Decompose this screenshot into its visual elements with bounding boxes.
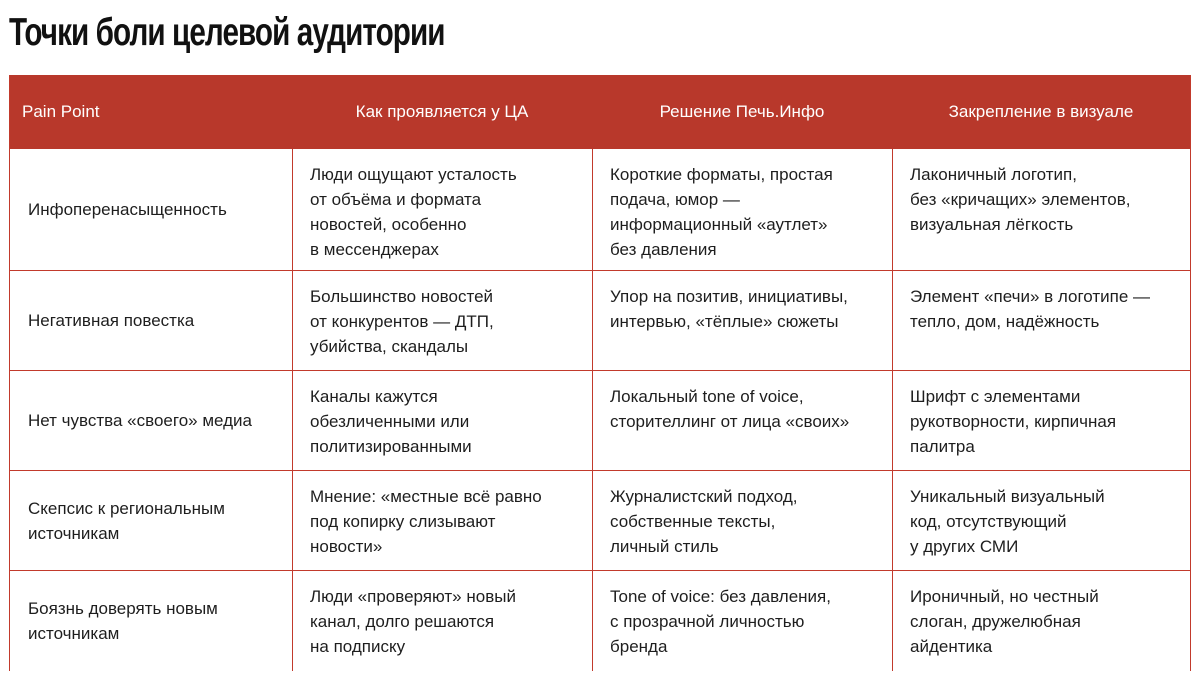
visual-cell xyxy=(892,271,1190,370)
solution-cell xyxy=(592,271,892,370)
table-row xyxy=(10,471,1190,571)
column-header-visual: Закрепление в визуале xyxy=(948,102,1134,121)
cell-text-line: на подписку xyxy=(310,637,406,656)
pain-points-table xyxy=(9,75,1191,671)
cell-text-line: айдентика xyxy=(910,637,993,656)
manifestation-cell xyxy=(292,471,592,570)
solution-cell xyxy=(592,371,892,470)
cell-text-line: Люди ощущают усталость xyxy=(310,165,517,184)
cell-text-line: без давления xyxy=(610,240,717,259)
visual-cell xyxy=(892,571,1190,671)
cell-text-line: тепло, дом, надёжность xyxy=(910,312,1100,331)
cell-text-line: убийства, скандалы xyxy=(310,337,469,356)
cell-text-line: слоган, дружелюбная xyxy=(910,612,1081,631)
cell-text-line: Мнение: «местные всё равно xyxy=(310,487,542,506)
cell-text-line: под копирку слизывают xyxy=(310,512,496,531)
cell-text-line: Боязнь доверять новым xyxy=(28,599,218,618)
cell-text-line: у других СМИ xyxy=(910,537,1019,556)
cell-text-line: код, отсутствующий xyxy=(910,512,1067,531)
pain-point-cell xyxy=(10,271,292,370)
table-header xyxy=(10,75,1190,149)
cell-text-line: Лаконичный логотип, xyxy=(910,165,1077,184)
cell-text-line: Элемент «печи» в логотипе — xyxy=(910,287,1151,306)
cell-text-line: Упор на позитив, инициативы, xyxy=(610,287,848,306)
table-row xyxy=(10,271,1190,371)
cell-text-line: Каналы кажутся xyxy=(310,387,438,406)
cell-text-line: Ироничный, но честный xyxy=(910,587,1099,606)
cell-text-line: в мессенджерах xyxy=(310,240,439,259)
cell-text-line: рукотворности, кирпичная xyxy=(910,412,1117,431)
cell-text-line: Большинство новостей xyxy=(310,287,494,306)
visual-cell xyxy=(892,149,1190,270)
cell-text-line: Люди «проверяют» новый xyxy=(310,587,516,606)
pain-point-cell xyxy=(10,571,292,671)
solution-cell xyxy=(592,571,892,671)
manifestation-cell xyxy=(292,571,592,671)
cell-text-line: Скепсис к региональным xyxy=(28,498,225,518)
cell-text-line: визуальная лёгкость xyxy=(910,215,1074,234)
table-row xyxy=(10,571,1190,671)
manifestation-cell xyxy=(292,371,592,470)
cell-text-line: подача, юмор — xyxy=(610,190,740,209)
cell-text-line: информационный «аутлет» xyxy=(610,215,828,234)
cell-text-line: от объёма и формата xyxy=(310,190,482,209)
cell-text-line: бренда xyxy=(610,637,668,656)
cell-text-line: новости» xyxy=(310,537,383,556)
table-row xyxy=(10,149,1190,271)
pain-point-cell xyxy=(10,471,292,570)
solution-cell xyxy=(592,471,892,570)
cell-text-line: Локальный tone of voice, xyxy=(610,387,804,406)
column-header-solution: Решение Печь.Инфо xyxy=(659,102,825,121)
cell-text-line: Инфоперенасыщенность xyxy=(28,200,227,219)
cell-text-line: Нет чувства «своего» медиа xyxy=(28,411,252,430)
cell-text-line: палитра xyxy=(910,437,975,456)
solution-cell xyxy=(592,149,892,270)
manifestation-cell xyxy=(292,149,592,270)
cell-text-line: источникам xyxy=(28,624,120,643)
cell-text-line: Короткие форматы, простая xyxy=(610,165,833,184)
cell-text-line: новостей, особенно xyxy=(310,215,467,234)
visual-cell xyxy=(892,371,1190,470)
cell-text-line: канал, долго решаются xyxy=(310,612,495,631)
cell-text-line: Шрифт с элементами xyxy=(910,387,1081,406)
cell-text-line: политизированными xyxy=(310,437,472,456)
cell-text-line: обезличенными или xyxy=(310,412,470,431)
manifestation-cell xyxy=(292,271,592,370)
cell-text-line: собственные тексты, xyxy=(610,512,776,531)
column-header-pain-point: Pain Point xyxy=(22,102,100,121)
cell-text-line: Негативная повестка xyxy=(28,311,195,330)
cell-text-line: Tone of voice: без давления, xyxy=(610,587,831,606)
table-row xyxy=(10,371,1190,471)
cell-text-line: с прозрачной личностью xyxy=(610,612,805,631)
cell-text-line: Журналистский подход, xyxy=(610,487,798,506)
visual-cell xyxy=(892,471,1190,570)
cell-text-line: без «кричащих» элементов, xyxy=(910,190,1131,209)
cell-text-line: Уникальный визуальный xyxy=(910,487,1105,506)
pain-point-cell xyxy=(10,371,292,470)
pain-point-cell xyxy=(10,149,292,270)
cell-text-line: сторителлинг от лица «своих» xyxy=(610,412,850,431)
cell-text-line: интервью, «тёплые» сюжеты xyxy=(610,312,839,331)
cell-text-line: от конкурентов — ДТП, xyxy=(310,312,494,331)
cell-text-line: источникам xyxy=(28,523,120,543)
page-title: Точки боли целевой аудитории xyxy=(9,11,445,54)
cell-text-line: личный стиль xyxy=(610,537,719,556)
column-header-manifestation: Как проявляется у ЦА xyxy=(355,102,529,121)
